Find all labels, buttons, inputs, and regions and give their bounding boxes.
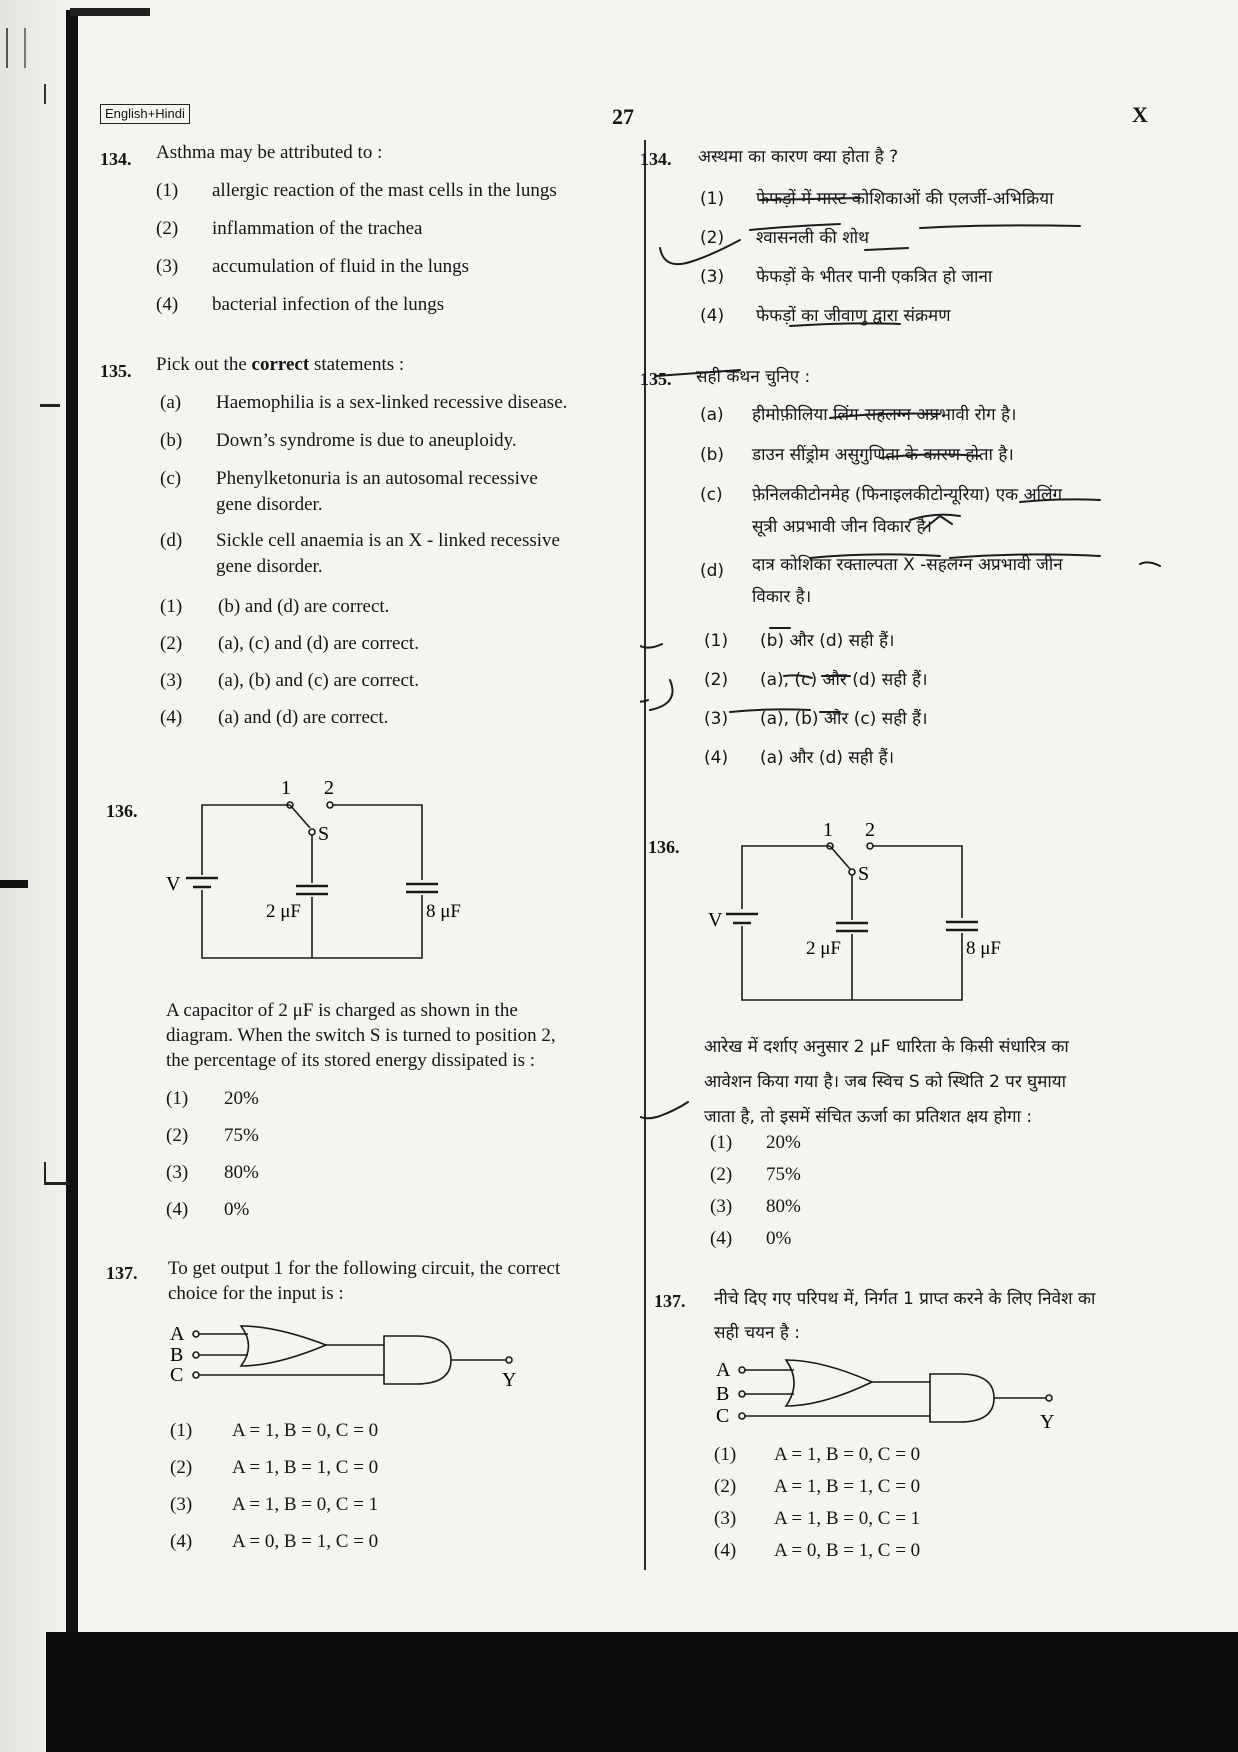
statement-text: डाउन सींड्रोम असुगुणिता के कारण होता है।	[752, 445, 1014, 465]
option-number: (2)	[170, 1457, 193, 1478]
capacitor-8uf-label: 8 μF	[966, 938, 1002, 959]
question-stem-line: जाता है, तो इसमें संचित ऊर्जा का प्रतिशत क्षय होगा :	[704, 1107, 1033, 1127]
option-text: (a), (c) and (d) are correct.	[218, 633, 419, 654]
option-text: A = 1, B = 0, C = 0	[232, 1420, 379, 1441]
statement-label: (c)	[700, 485, 723, 505]
scan-artifact	[6, 28, 26, 68]
option-number: (4)	[704, 748, 729, 768]
question-136-en-stem	[166, 998, 556, 1074]
switch-terminal-2-label: 2	[324, 780, 334, 799]
question-number: 136.	[106, 801, 138, 821]
voltage-label: V	[708, 909, 723, 931]
switch-terminal-2-label: 2	[865, 819, 875, 841]
question-number: 134.	[100, 149, 132, 169]
statement-text: Down’s syndrome is due to aneuploidy.	[216, 430, 517, 451]
question-stem-line: नीचे दिए गए परिपथ में, निर्गत 1 प्राप्त करने के लिए निवेश का	[714, 1289, 1096, 1309]
option-text: (a), (b) और (c) सही हैं।	[760, 709, 928, 729]
input-a-label: A	[170, 1323, 185, 1345]
option-number: (3)	[714, 1508, 737, 1529]
statement-label: (a)	[700, 405, 724, 425]
option-number: (4)	[160, 707, 183, 728]
capacitor-8uf-label: 8 μF	[426, 901, 462, 922]
question-stem-line: A capacitor of 2 μF is charged as shown in the	[166, 1000, 518, 1021]
handwritten-marks	[640, 180, 1200, 1280]
option-number: (1)	[714, 1444, 737, 1465]
option-text: फेफड़ों में मास्ट कोशिकाओं की एलर्जी-अभिक्रिया	[756, 189, 1054, 209]
capacitor-2uf-label: 2 μF	[266, 901, 302, 922]
option-number: (1)	[704, 631, 729, 651]
question-stem: Asthma may be attributed to :	[156, 142, 383, 163]
option-number: (3)	[170, 1494, 193, 1515]
logic-gate-circuit-hi	[714, 1354, 1074, 1436]
question-stem: Pick out the correct statements :	[156, 354, 405, 375]
input-b-label: B	[716, 1383, 730, 1405]
statement-text: Phenylketonuria is an autosomal recessive	[216, 468, 538, 489]
option-text: 80%	[766, 1196, 801, 1217]
output-y-label: Y	[1040, 1411, 1055, 1433]
option-number: (3)	[710, 1196, 733, 1217]
question-stem-line: choice for the input is :	[168, 1283, 344, 1304]
option-number: (4)	[700, 306, 725, 326]
option-text: 80%	[224, 1162, 259, 1183]
option-text: allergic reaction of the mast cells in the lungs	[212, 180, 557, 201]
statement-text: gene disorder.	[216, 494, 323, 515]
option-number: (2)	[166, 1125, 189, 1146]
statement-text: हीमोफ़ीलिया लिंग-सहलग्न अप्रभावी रोग है।	[752, 405, 1017, 425]
option-number: (2)	[704, 670, 729, 690]
option-number: (3)	[156, 256, 179, 277]
option-number: (2)	[700, 228, 725, 248]
language-tag: English+Hindi	[100, 104, 190, 124]
option-number: (4)	[710, 1228, 733, 1249]
option-number: (4)	[156, 294, 179, 315]
scan-bottom-band	[46, 1632, 1238, 1752]
switch-label: S	[858, 863, 870, 885]
option-text: inflammation of the trachea	[212, 218, 423, 239]
switch-terminal-1-label: 1	[281, 780, 291, 799]
statement-text: फ़ेनिलकीटोनमेह (फिनाइलकीटोन्यूरिया) एक अलिंग	[752, 485, 1063, 505]
option-number: (1)	[156, 180, 179, 201]
option-text: 0%	[766, 1228, 792, 1249]
option-text: (a) और (d) सही हैं।	[760, 748, 895, 768]
option-text: A = 0, B = 1, C = 0	[774, 1540, 921, 1561]
option-text: A = 0, B = 1, C = 0	[232, 1531, 379, 1552]
option-number: (1)	[166, 1088, 189, 1109]
option-number: (2)	[160, 633, 183, 654]
option-number: (4)	[714, 1540, 737, 1561]
option-number: (1)	[160, 596, 183, 617]
statement-label: (b)	[700, 445, 725, 465]
binding-edge	[66, 10, 78, 1640]
option-text: फेफड़ों का जीवाणु द्वारा संक्रमण	[756, 306, 951, 326]
scan-artifact	[0, 880, 28, 888]
question-number: 137.	[654, 1291, 686, 1311]
question-stem-line: the percentage of its stored energy dissipated is :	[166, 1050, 535, 1071]
option-text: 0%	[224, 1199, 250, 1220]
question-stem-line: आरेख में दर्शाए अनुसार 2 μF धारिता के किसी संधारित्र का	[704, 1037, 1069, 1057]
option-number: (3)	[166, 1162, 189, 1183]
statement-label: (d)	[160, 530, 183, 551]
option-text: श्वासनली की शोथ	[756, 228, 870, 248]
input-b-label: B	[170, 1344, 184, 1366]
option-text: 20%	[224, 1088, 259, 1109]
option-number: (2)	[710, 1164, 733, 1185]
scan-artifact	[40, 404, 60, 407]
statement-text: Sickle cell anaemia is an X - linked recessive	[216, 530, 560, 551]
statement-text: दात्र कोशिका रक्ताल्पता X -सहलग्न अप्रभावी जीन	[752, 555, 1063, 575]
underline-mark	[760, 198, 860, 200]
question-stem-line: सही चयन है :	[714, 1323, 800, 1343]
option-number: (3)	[700, 267, 725, 287]
option-text: A = 1, B = 0, C = 1	[232, 1494, 379, 1515]
scan-artifact	[44, 1162, 46, 1184]
page-number: 27	[612, 104, 634, 129]
option-text: 75%	[766, 1164, 801, 1185]
option-text: A = 1, B = 1, C = 0	[774, 1476, 921, 1497]
question-stem: सही कथन चुनिए :	[696, 367, 811, 387]
binding-top	[70, 8, 150, 16]
switch-label: S	[318, 823, 330, 845]
option-text: (a) and (d) are correct.	[218, 707, 389, 728]
voltage-label: V	[166, 873, 181, 895]
capacitor-circuit-diagram	[160, 780, 480, 980]
option-number: (1)	[710, 1132, 733, 1153]
capacitor-2uf-label: 2 μF	[806, 938, 842, 959]
option-text: A = 1, B = 0, C = 1	[774, 1508, 921, 1529]
input-c-label: C	[716, 1405, 730, 1427]
switch-terminal-1-label: 1	[823, 819, 833, 841]
question-number: 136.	[648, 837, 680, 857]
question-number: 134.	[640, 149, 672, 169]
output-y-label: Y	[502, 1369, 517, 1391]
option-text: bacterial infection of the lungs	[212, 294, 445, 315]
question-stem-line: diagram. When the switch S is turned to position 2,	[166, 1025, 556, 1046]
option-number: (4)	[166, 1199, 189, 1220]
option-text: (a), (c) और (d) सही हैं।	[760, 670, 928, 690]
statement-label: (b)	[160, 430, 183, 451]
option-number: (4)	[170, 1531, 193, 1552]
set-code: X	[1132, 102, 1148, 127]
option-text: A = 1, B = 0, C = 0	[774, 1444, 921, 1465]
option-text: 20%	[766, 1132, 801, 1153]
question-stem: अस्थमा का कारण क्या होता है ?	[698, 147, 899, 167]
logic-gate-circuit	[166, 1318, 526, 1398]
option-number: (1)	[700, 189, 725, 209]
option-text: accumulation of fluid in the lungs	[212, 256, 469, 277]
option-text: फेफड़ों के भीतर पानी एकत्रित हो जाना	[756, 267, 993, 287]
option-number: (2)	[156, 218, 179, 239]
question-stem-line: To get output 1 for the following circuit, the correct	[168, 1258, 561, 1279]
question-stem-line: आवेशन किया गया है। जब स्विच S को स्थिति 2 पर घुमाया	[704, 1072, 1067, 1092]
statement-text: सूत्री अप्रभावी जीन विकार है।	[752, 517, 932, 537]
scan-artifact	[44, 84, 46, 104]
statement-label: (a)	[160, 392, 182, 413]
input-a-label: A	[716, 1359, 731, 1381]
option-text: 75%	[224, 1125, 259, 1146]
statement-label: (d)	[700, 561, 725, 581]
option-number: (3)	[704, 709, 729, 729]
option-text: A = 1, B = 1, C = 0	[232, 1457, 379, 1478]
option-text: (b) and (d) are correct.	[218, 596, 390, 617]
option-number: (2)	[714, 1476, 737, 1497]
question-number: 135.	[100, 361, 132, 381]
option-number: (1)	[170, 1420, 193, 1441]
question-number: 137.	[106, 1263, 138, 1283]
statement-text: Haemophilia is a sex-linked recessive disease.	[216, 392, 568, 413]
statement-text: विकार है।	[752, 587, 812, 607]
statement-label: (c)	[160, 468, 182, 489]
option-text: (a), (b) and (c) are correct.	[218, 670, 419, 691]
input-c-label: C	[170, 1364, 184, 1386]
statement-text: gene disorder.	[216, 556, 323, 577]
option-number: (3)	[160, 670, 183, 691]
scan-artifact	[44, 1182, 70, 1185]
question-number: 135.	[640, 369, 672, 389]
option-text: (b) और (d) सही हैं।	[760, 631, 895, 651]
